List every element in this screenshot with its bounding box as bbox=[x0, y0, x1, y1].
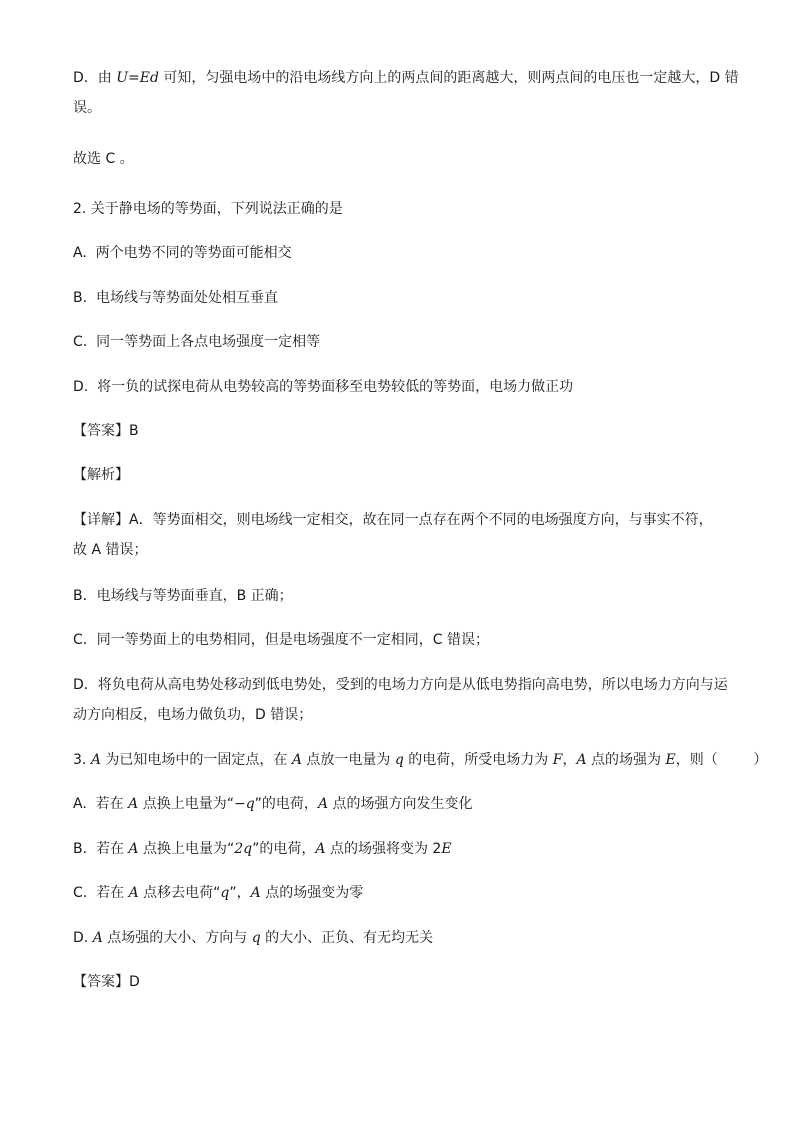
question-3-option-b bbox=[73, 840, 452, 858]
question-2-detail-b bbox=[73, 587, 293, 605]
variable: E bbox=[441, 841, 452, 857]
question-2-option-c bbox=[73, 333, 320, 351]
question-2-stem bbox=[73, 200, 343, 218]
text-run: D．由 bbox=[73, 70, 117, 86]
text-run: 点的场强将变为 2 bbox=[325, 841, 442, 857]
text-run: 3. bbox=[73, 752, 91, 768]
variable: A bbox=[250, 885, 261, 901]
question-3-option-c bbox=[73, 884, 363, 902]
text-run: 为已知电场中的一固定点，在 bbox=[100, 752, 292, 768]
variable: q bbox=[220, 885, 230, 901]
text-run: 可知，匀强电场中的沿电场线方向上的两点间的距离越大，则两点间的电压也一定越大，D 错 bbox=[158, 70, 739, 86]
text-run: C. 若在 bbox=[73, 885, 129, 901]
text-line bbox=[73, 69, 739, 87]
text-run: 故选 C 。 bbox=[73, 151, 134, 167]
text-run: A. 两个电势不同的等势面可能相交 bbox=[73, 245, 292, 261]
question-2-option-a bbox=[73, 244, 292, 262]
text-run: B．电场线与等势面垂直，B 正确； bbox=[73, 588, 293, 604]
text-run: 误。 bbox=[73, 100, 101, 116]
text-run: D. bbox=[73, 930, 93, 946]
text-run: 点的场强方向发生变化 bbox=[328, 796, 473, 812]
text-run: 点场强的大小、方向与 bbox=[102, 930, 252, 946]
question-2-detail-d bbox=[73, 676, 728, 694]
text-run: A. 若在 bbox=[73, 796, 129, 812]
variable: F bbox=[552, 752, 563, 768]
text-run: C．同一等势面上的电势相同，但是电场强度不一定相同，C 错误； bbox=[73, 632, 489, 648]
question-2-detail-d-cont bbox=[73, 706, 312, 724]
question-3-option-d bbox=[73, 929, 433, 947]
question-2-option-b bbox=[73, 289, 278, 307]
text-run: ”的电荷， bbox=[252, 841, 316, 857]
variable: A bbox=[128, 885, 139, 901]
text-run: 的大小、正负、有无均无关 bbox=[260, 930, 434, 946]
variable: A bbox=[291, 752, 302, 768]
question-2-analysis-label bbox=[73, 466, 129, 484]
question-2-detail-c bbox=[73, 631, 489, 649]
variable: A bbox=[128, 796, 139, 812]
text-run: D．将负电荷从高电势处移动到低电势处，受到的电场力方向是从低电势指向高电势，所以电场力方向与运 bbox=[73, 677, 728, 693]
answer-value: D bbox=[129, 974, 140, 990]
variable: A bbox=[128, 841, 139, 857]
variable: A bbox=[92, 930, 103, 946]
text-run: ， bbox=[562, 752, 577, 768]
text-run: 点换上电量为“ bbox=[138, 841, 235, 857]
text-run: D. 将一负的试探电荷从电势较高的等势面移至电势较低的等势面，电场力做正功 bbox=[73, 379, 574, 395]
answer-label: 【答案】 bbox=[73, 423, 129, 439]
variable: A bbox=[315, 841, 326, 857]
formula: U=Ed bbox=[116, 70, 159, 86]
variable: A bbox=[90, 752, 101, 768]
question-2-answer bbox=[73, 422, 139, 440]
variable: 2q bbox=[234, 841, 253, 857]
variable: −q bbox=[233, 796, 255, 812]
variable: q bbox=[394, 752, 404, 768]
text-run: B. 若在 bbox=[73, 841, 129, 857]
text-run: ”的电荷， bbox=[254, 796, 318, 812]
text-run: 点的场强变为零 bbox=[260, 885, 364, 901]
text-run: A．等势面相交，则电场线一定相交，故在同一点存在两个不同的电场强度方向，与事实不符， bbox=[129, 512, 713, 528]
question-2-detail-a-cont bbox=[73, 541, 147, 559]
conclusion-line bbox=[73, 150, 134, 168]
text-run: 点移去电荷“ bbox=[138, 885, 221, 901]
text-run: ，则（ ） bbox=[675, 752, 768, 768]
text-run: 点换上电量为“ bbox=[138, 796, 234, 812]
text-run: 动方向相反，电场力做负功，D 错误； bbox=[73, 707, 313, 723]
question-3-option-a bbox=[73, 795, 473, 813]
question-2-option-d bbox=[73, 378, 573, 396]
answer-label: 【答案】 bbox=[73, 974, 129, 990]
question-3-stem bbox=[73, 751, 767, 769]
text-run: 故 A 错误； bbox=[73, 542, 148, 558]
question-2-detail-a bbox=[73, 511, 713, 529]
text-run: ”， bbox=[229, 885, 251, 901]
text-run: 的电荷，所受电场力为 bbox=[403, 752, 553, 768]
detail-label: 【详解】 bbox=[73, 512, 129, 528]
variable: q bbox=[251, 930, 261, 946]
text-line bbox=[73, 99, 101, 117]
variable: E bbox=[665, 752, 676, 768]
text-run: 点的场强为 bbox=[586, 752, 666, 768]
text-run: B. 电场线与等势面处处相互垂直 bbox=[73, 290, 278, 306]
text-run: C. 同一等势面上各点电场强度一定相等 bbox=[73, 334, 321, 350]
variable: A bbox=[576, 752, 587, 768]
text-run: 点放一电量为 bbox=[301, 752, 395, 768]
answer-value: B bbox=[129, 423, 139, 439]
variable: A bbox=[317, 796, 329, 812]
analysis-label: 【解析】 bbox=[73, 467, 129, 483]
text-run: 2. 关于静电场的等势面，下列说法正确的是 bbox=[73, 201, 343, 217]
question-3-answer bbox=[73, 973, 140, 991]
